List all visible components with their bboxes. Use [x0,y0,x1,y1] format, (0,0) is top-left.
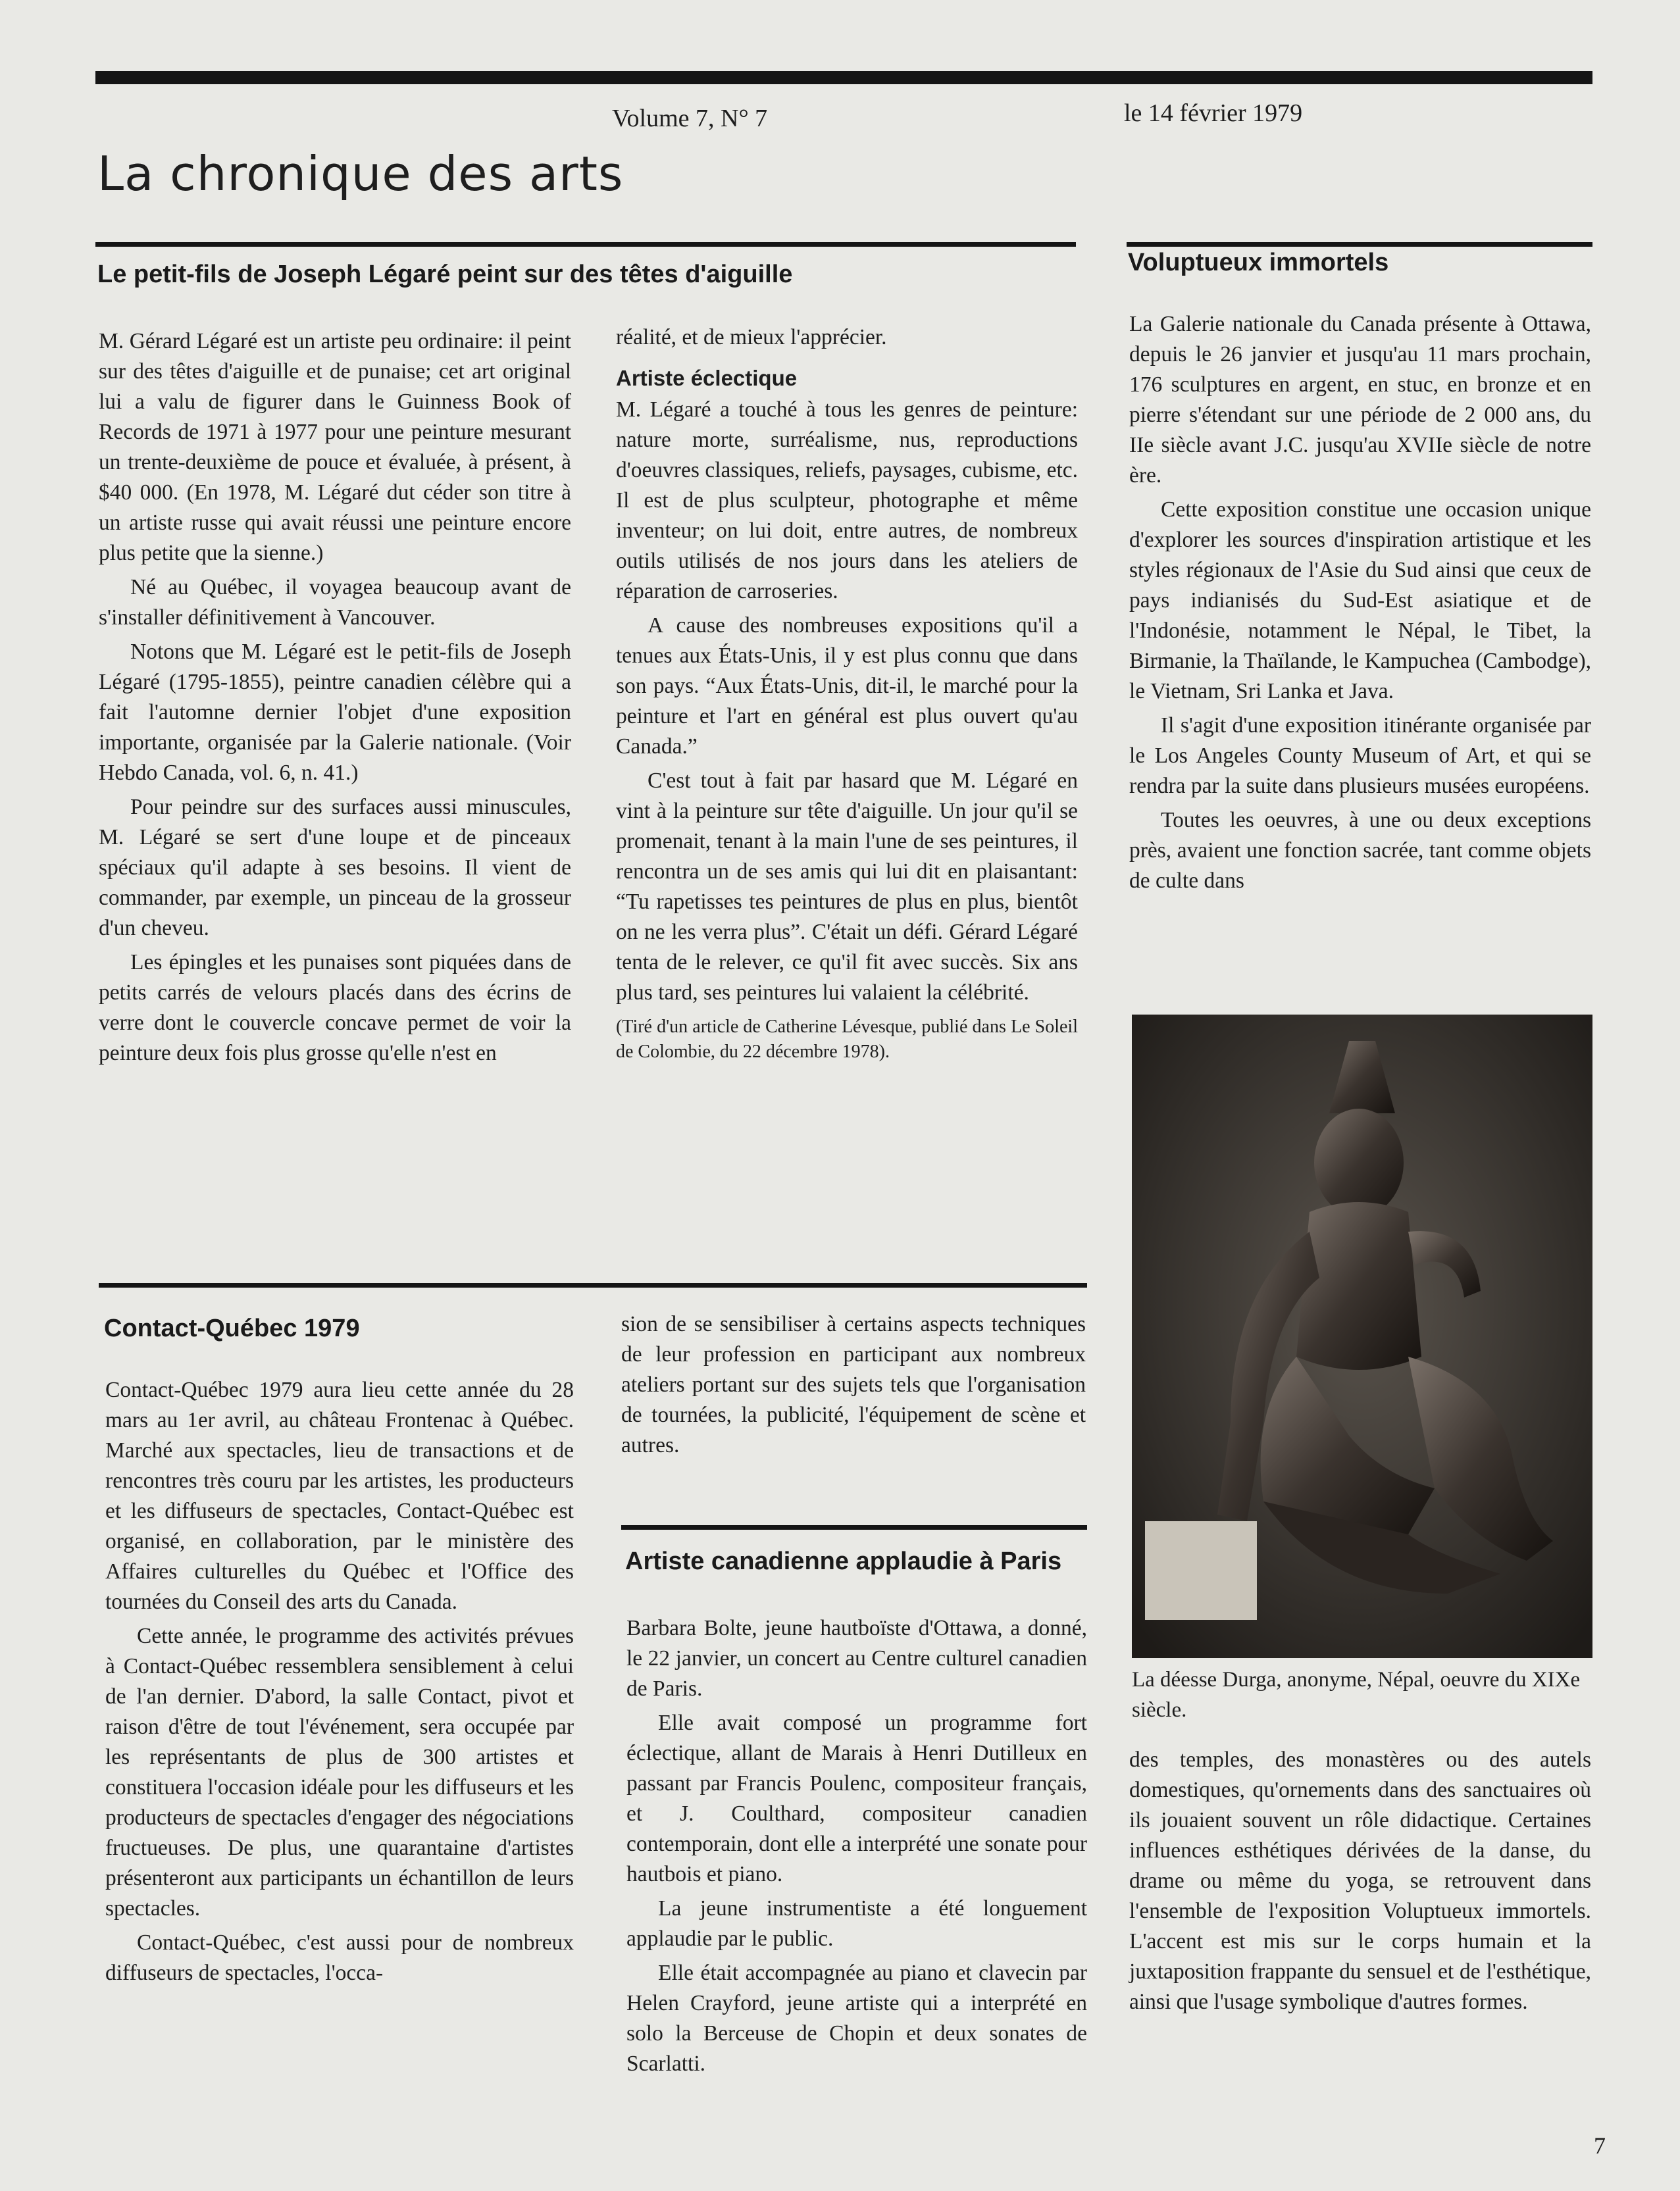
paragraph: A cause des nombreuses expositions qu'il a tenues aux États-Unis, il y est plus connu que dans son pays. “Aux États-Unis, dit-il, le marché pour la peinture et l'art en général est plus ouvert qu'au Canada.” [616,613,1078,759]
paragraph: Toutes les oeuvres, à une ou deux exceptions près, avaient une fonction sacrée, tant comme objets de culte dans [1129,808,1591,893]
article2-column-bottom [1129,1745,1591,2021]
article1-headline: Le petit-fils de Joseph Légaré peint sur des têtes d'aiguille [97,261,793,288]
paragraph: Elle avait composé un programme fort éclectique, allant de Marais à Henri Dutilleux en passant par Francis Poulenc, compositeur français, et J. Coulthard, compositeur canadien contemporain, dont elle a interprété une sonate pour hautbois et piano. [626,1711,1087,1886]
article1-column-2 [616,322,1078,1069]
paragraph: La Galerie nationale du Canada présente à Ottawa, depuis le 26 janvier et jusqu'au 11 mars prochain, 176 sculptures en argent, en stuc, en bronze et en pierre s'étendant sur une période de 2 000 ans, du IIe siècle avant J.C. jusqu'au XVIIe siècle de notre ère. [1129,312,1591,488]
paragraph: La jeune instrumentiste a été longuement applaudie par le public. [626,1896,1087,1951]
article1-rule [95,242,1076,247]
paragraph: Cette exposition constitue une occasion unique d'explorer les sources d'inspiration artistique et les styles régionaux de l'Asie du Sud ainsi que ceux de pays indianisés du Sud-Est asiatique et de l'Indonésie, notamment le Népal, le Tibet, la Birmanie, la Thaïlande, le Kampuchea (Cambodge), le Vietnam, Sri Lanka et Java. [1129,497,1591,703]
article1-source-note: (Tiré d'un article de Catherine Lévesque, publié dans Le Soleil de Colombie, du 22 décembre 1978). [616,1017,1078,1062]
paragraph: M. Gérard Légaré est un artiste peu ordinaire: il peint sur des têtes d'aiguille et de punaise; cet art original lui a valu de figurer dans le Guinness Book of Records de 1971 à 1977 pour une peinture mesurant un trente-deuxième de pouce et évaluée, à présent, à $40 000. (En 1978, M. Légaré dut céder son titre à un artiste russe qui avait réussi une peinture encore plus petite que la sienne.) [99,329,571,565]
issue-date: le 14 février 1979 [1124,99,1303,127]
paragraph: Contact-Québec, c'est aussi pour de nombreux diffuseurs de spectacles, l'occa- [105,1930,574,1985]
article1-column-1 [99,326,571,1072]
paragraph: C'est tout à fait par hasard que M. Légaré en vint à la peinture sur tête d'aiguille. Un jour qu'il se promenait, tenant à la main l'une de ses peintures, il rencontra un de ses amis qui lui dit en plaisantant: “Tu rapetisses tes peintures de plus en plus, bientôt on ne les verra plus”. C'était un défi. Gérard Légaré tenta de le relever, ce qu'il fit avec succès. Six ans plus tard, ses peintures lui valaient la célébrité. [616,768,1078,1005]
article1-subheading: Artiste éclectique [616,366,798,390]
article2-column-top [1129,309,1591,900]
article2-rule [1127,242,1592,247]
article3-rule [99,1283,1087,1288]
section-title: La chronique des arts [97,146,624,201]
paragraph: Contact-Québec 1979 aura lieu cette année du 28 mars au 1er avril, au château Frontenac à Québec. Marché aux spectacles, lieu de transactions et de rencontres très couru par les artistes, les producteurs et les diffuseurs de spectacles, Contact-Québec est organisé, en collaboration, par le ministère des Affaires culturelles du Québec et l'Office des tournées du Conseil des arts du Canada. [105,1378,574,1614]
top-rule [95,71,1592,84]
article2-headline: Voluptueux immortels [1128,249,1389,276]
article3-headline: Contact-Québec 1979 [104,1315,360,1342]
paragraph: Barbara Bolte, jeune hautboïste d'Ottawa, a donné, le 22 janvier, un concert au Centre culturel canadien de Paris. [626,1616,1087,1701]
paragraph: des temples, des monastères ou des autels domestiques, qu'ornements dans des sanctuaires où ils jouaient souvent un rôle didactique. Certaines influences esthétiques dérivées de la danse, du drame ou même du yoga, se retrouvent dans l'ensemble de l'exposition Voluptueux immortels. L'accent est mis sur le corps humain et la juxtaposition frappante du sensuel et de l'esthétique, ainsi que l'usage symbolique d'autres formes. [1129,1748,1591,2014]
sculpture-illustration [1132,1015,1592,1658]
paragraph: Elle était accompagnée au piano et clavecin par Helen Crayford, jeune artiste qui a interprété en solo la Berceuse de Chopin et deux sonates de Scarlatti. [626,1961,1087,2076]
paragraph: Cette année, le programme des activités prévues à Contact-Québec ressemblera sensiblement à celui de l'an dernier. D'abord, la salle Contact, pivot et raison d'être de tout l'événement, sera occupée par les représentants de plus de 300 artistes et constituera l'occasion idéale pour les diffuseurs et les producteurs de spectacles d'engager des négociations fructueuses. De plus, une quarantaine d'artistes présenteront aux participants un échantillon de leurs spectacles. [105,1624,574,1921]
paragraph: Il s'agit d'une exposition itinérante organisée par le Los Angeles County Museum of Art, et qui se rendra par la suite dans plusieurs musées européens. [1129,713,1591,798]
paragraph: Notons que M. Légaré est le petit-fils de Joseph Légaré (1795-1855), peintre canadien célèbre qui a fait l'automne dernier l'objet d'une exposition importante, organisée par la Galerie nationale. (Voir Hebdo Canada, vol. 6, n. 41.) [99,640,571,785]
page-number: 7 [1594,2132,1606,2159]
article4-headline: Artiste canadienne applaudie à Paris [625,1548,1062,1575]
article4-column [626,1613,1087,2083]
paragraph: Les épingles et les punaises sont piquées dans de petits carrés de velours placés dans des écrins de verre dont le couvercle concave permet de voir la peinture deux fois plus grosse qu'elle n'est en [99,950,571,1065]
article3-column-1 [105,1375,574,1992]
figure-caption: La déesse Durga, anonyme, Népal, oeuvre du XIXe siècle. [1132,1668,1581,1722]
paragraph: Pour peindre sur des surfaces aussi minuscules, M. Légaré se sert d'une loupe et de pinceaux spéciaux qu'il adapte à ses besoins. Il vient de commander, par exemple, un pinceau de la grosseur d'un cheveu. [99,795,571,940]
durga-sculpture-photo [1132,1015,1592,1658]
paragraph: Né au Québec, il voyagea beaucoup avant de s'installer définitivement à Vancouver. [99,575,571,630]
paragraph: sion de se sensibiliser à certains aspects techniques de leur profession en participant aux nombreux ateliers portant sur des sujets tels que l'organisation de tournées, la publicité, l'équipement de scène et autres. [621,1312,1086,1457]
paragraph: réalité, et de mieux l'apprécier. [616,325,887,349]
article4-rule [621,1525,1087,1530]
issue-volume: Volume 7, N° 7 [612,105,768,132]
article3-column-2 [621,1309,1086,1465]
paragraph: M. Légaré a touché à tous les genres de peinture: nature morte, surréalisme, nus, reproductions d'oeuvres classiques, reliefs, paysages, cubisme, etc. Il est de plus sculpteur, photographe et même inventeur; on lui doit, entre autres, de nombreux outils utilisés de nos jours dans les ateliers de réparation de carroseries. [616,397,1078,603]
